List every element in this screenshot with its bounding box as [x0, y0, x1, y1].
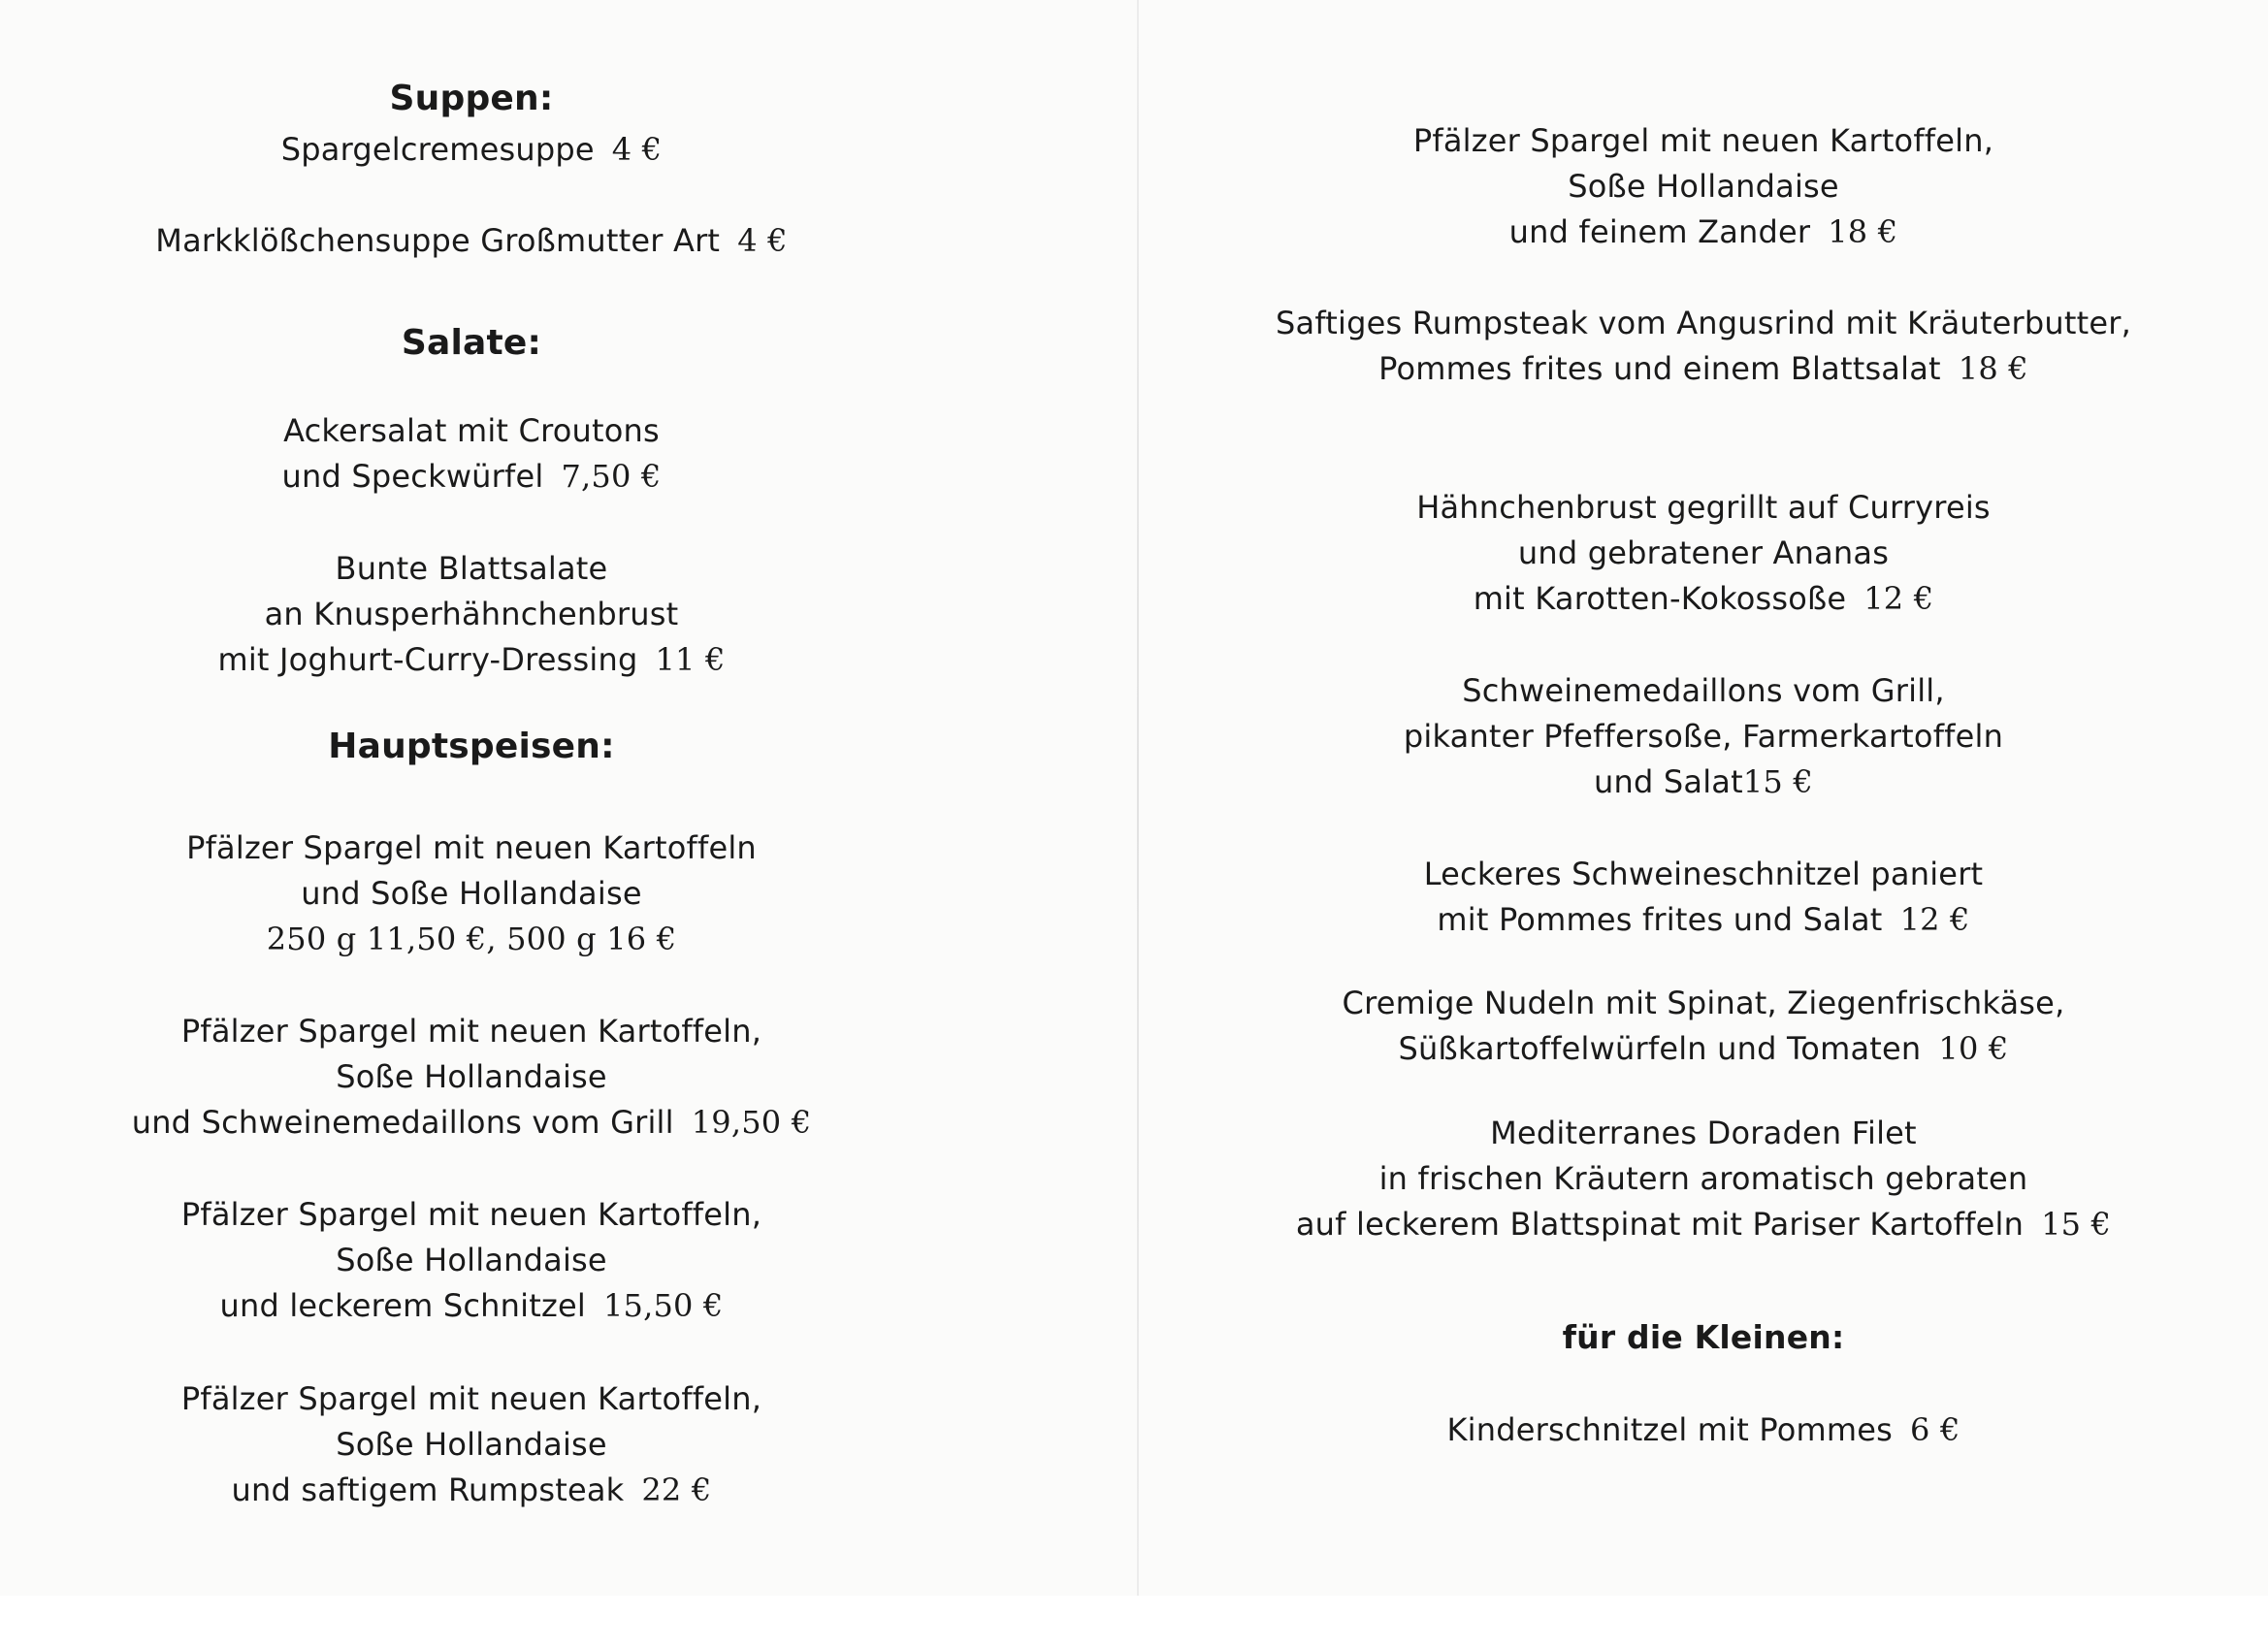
dish-line — [1139, 349, 2268, 388]
dish-line: Pfälzer Spargel mit neuen Kartoffeln, — [180, 1380, 762, 1417]
dish-name: Pommes frites und einem Blattsalat — [1378, 350, 1941, 387]
dish-line: Soße Hollandaise — [336, 1242, 607, 1278]
dish-name: und leckerem Schnitzel — [219, 1287, 586, 1324]
dish-line: in frischen Kräutern aromatisch gebraten — [1378, 1160, 2028, 1197]
dish-price: 4 € — [737, 222, 788, 259]
dish-name: Markklößchensuppe Großmutter Art — [155, 222, 721, 259]
dish-name: und Schweinemedaillons vom Grill — [131, 1104, 674, 1141]
dish-name: Süßkartoffelwürfeln und Tomaten — [1398, 1030, 1922, 1067]
dish-line — [0, 1103, 1137, 1142]
dish-name: und saftigem Rumpsteak — [231, 1471, 625, 1508]
dish-line: Pfälzer Spargel mit neuen Kartoffeln, — [180, 1013, 762, 1050]
dish-name: auf leckerem Blattspinat mit Pariser Kartoffeln — [1295, 1206, 2025, 1243]
dish-name: mit Joghurt-Curry-Dressing — [217, 641, 638, 678]
dish-price: 15 € — [1742, 763, 1813, 800]
section-heading-salate: Salate: — [401, 323, 542, 363]
dish-line: Leckeres Schweineschnitzel paniert — [1423, 856, 1984, 892]
dish-line: pikanter Pfeffersoße, Farmerkartoffeln — [1403, 718, 2004, 755]
menu-page-right — [1139, 0, 2268, 1596]
dish-name: und Speckwürfel — [281, 458, 544, 495]
dish-name: mit Karotten-Kokossoße — [1473, 580, 1847, 617]
dish-line: Pfälzer Spargel mit neuen Kartoffeln, — [1412, 122, 1994, 159]
dish-line — [1139, 1205, 2268, 1244]
dish-line — [0, 130, 1137, 169]
dish-line — [1139, 1410, 2268, 1449]
dish-line: Mediterranes Doraden Filet — [1490, 1115, 1917, 1151]
dish-line — [1139, 579, 2268, 618]
dish-price: 18 € — [1958, 350, 2028, 387]
dish-price-line: 250 g 11,50 €, 500 g 16 € — [266, 921, 677, 957]
dish-price: 15 € — [2041, 1206, 2112, 1243]
dish-price: 19,50 € — [691, 1104, 812, 1141]
dish-line: Soße Hollandaise — [336, 1058, 607, 1095]
dish-name: und Salat — [1594, 763, 1743, 800]
dish-price: 12 € — [1899, 901, 1970, 938]
dish-price: 6 € — [1910, 1411, 1960, 1448]
dish-line — [1139, 1029, 2268, 1068]
dish-line — [1139, 900, 2268, 939]
dish-line: Soße Hollandaise — [1568, 168, 1839, 205]
dish-line — [1139, 762, 2268, 801]
dish-line — [0, 1286, 1137, 1325]
dish-price: 4 € — [611, 131, 663, 168]
dish-line: Bunte Blattsalate — [335, 550, 608, 587]
dish-line: an Knusperhähnchenbrust — [264, 596, 679, 632]
dish-line: Cremige Nudeln mit Spinat, Ziegenfrischkäse, — [1342, 985, 2065, 1021]
dish-price: 12 € — [1863, 580, 1934, 617]
dish-line: Pfälzer Spargel mit neuen Kartoffeln, — [180, 1196, 762, 1233]
dish-line: und Soße Hollandaise — [301, 875, 642, 912]
dish-price: 7,50 € — [561, 458, 662, 495]
dish-name: Spargelcremesuppe — [280, 131, 595, 168]
dish-line — [0, 221, 1137, 260]
dish-line — [0, 640, 1137, 679]
dish-price: 18 € — [1828, 213, 1898, 250]
dish-line — [0, 1471, 1137, 1509]
dish-line: Saftiges Rumpsteak vom Angusrind mit Kräuterbutter, — [1276, 305, 2131, 341]
section-heading-hauptspeisen: Hauptspeisen: — [328, 727, 615, 766]
dish-line: und gebratener Ananas — [1517, 534, 1890, 571]
dish-name: Kinderschnitzel mit Pommes — [1446, 1411, 1894, 1448]
dish-price: 11 € — [655, 641, 726, 678]
section-heading-suppen: Suppen: — [389, 79, 554, 118]
section-heading-kinder: für die Kleinen: — [1562, 1318, 1845, 1356]
dish-name: und feinem Zander — [1508, 213, 1811, 250]
dish-price: 15,50 € — [602, 1287, 724, 1324]
dish-line — [0, 457, 1137, 496]
dish-price: 10 € — [1938, 1030, 2009, 1067]
dish-line: Hähnchenbrust gegrillt auf Curryreis — [1416, 489, 1991, 526]
dish-line: Schweinemedaillons vom Grill, — [1462, 672, 1945, 709]
dish-line — [1139, 212, 2268, 251]
menu-page-left — [0, 0, 1137, 1596]
dish-name: mit Pommes frites und Salat — [1437, 901, 1883, 938]
dish-line: Soße Hollandaise — [336, 1426, 607, 1463]
dish-price: 22 € — [641, 1471, 712, 1508]
dish-line: Pfälzer Spargel mit neuen Kartoffeln — [186, 829, 757, 866]
dish-line: Ackersalat mit Croutons — [283, 412, 660, 449]
